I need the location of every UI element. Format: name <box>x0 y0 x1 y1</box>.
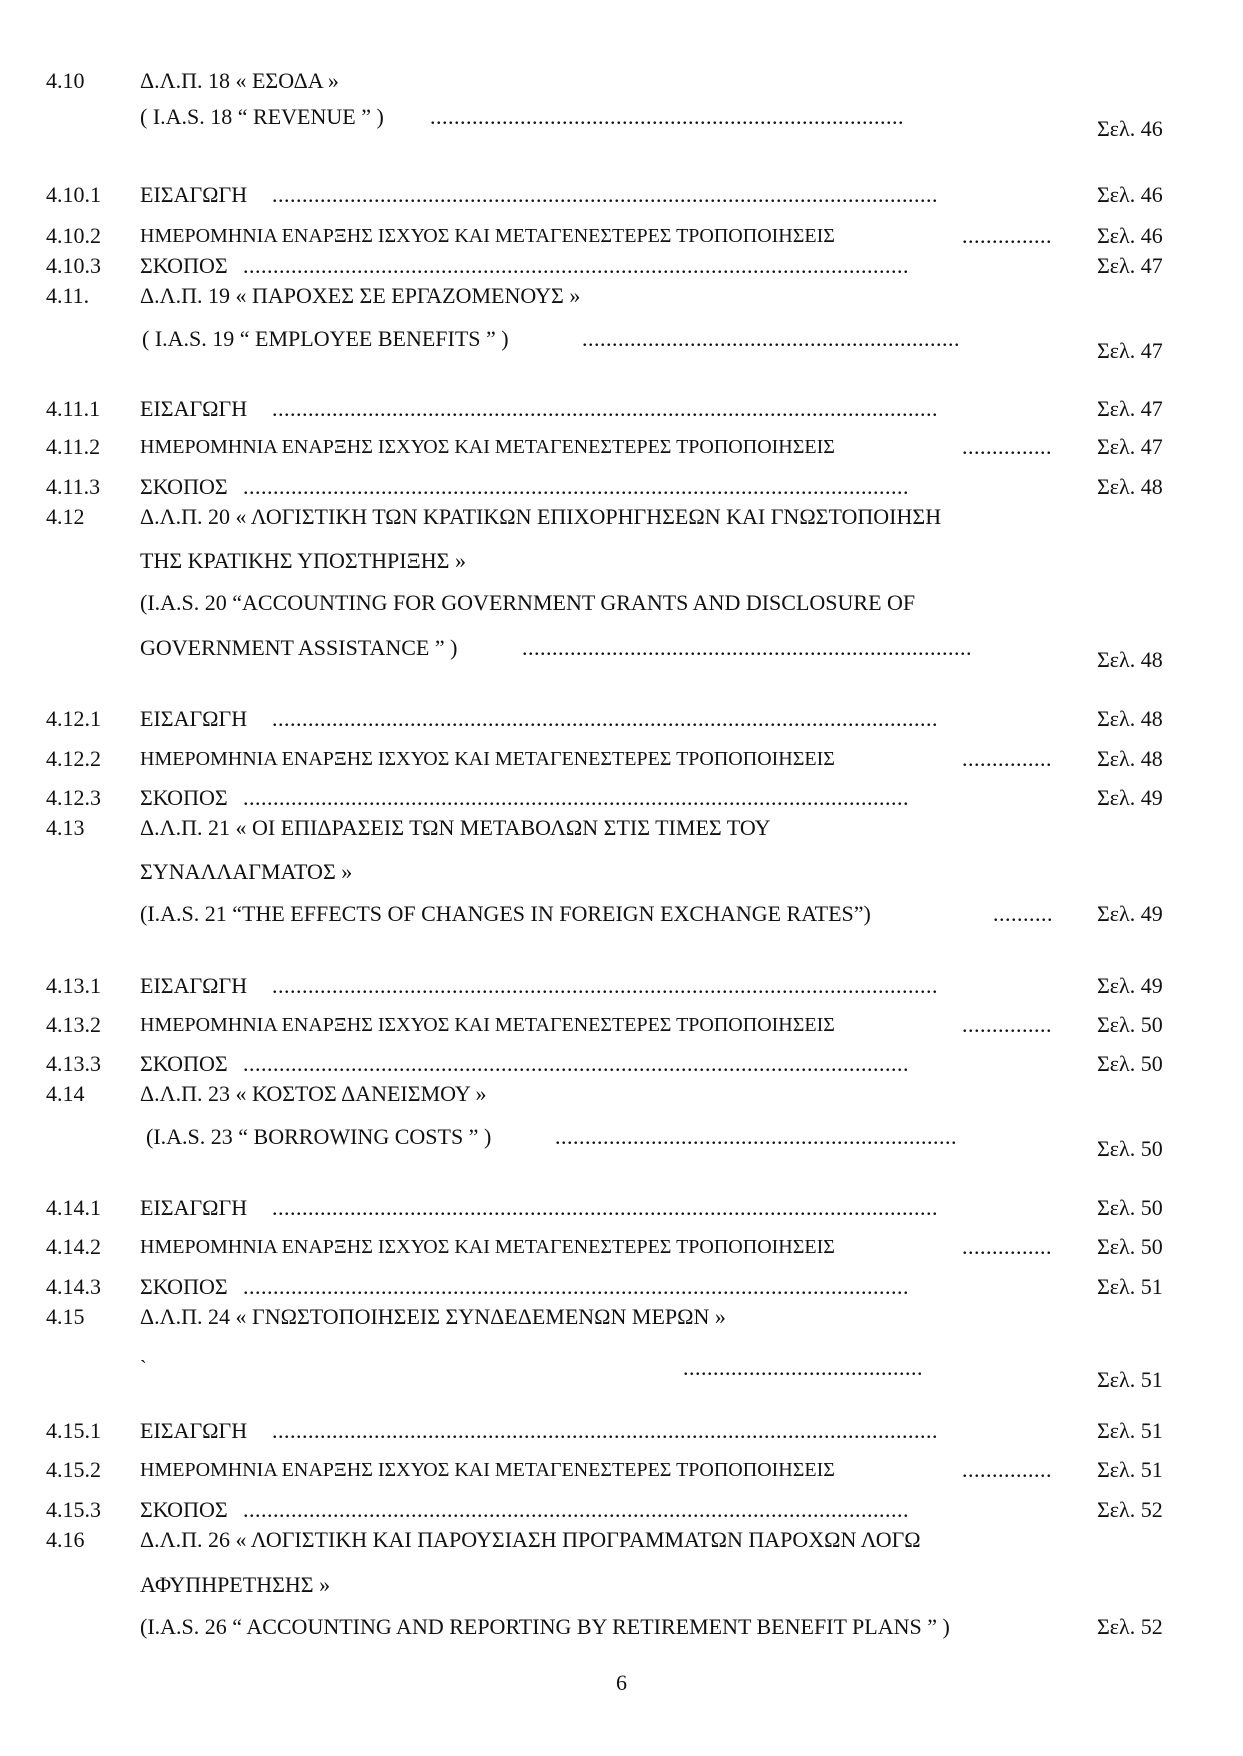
entry-number: 4.13.2 <box>46 1012 101 1037</box>
entry-number: 4.13.1 <box>46 973 101 998</box>
entry-number: 4.15.1 <box>46 1418 101 1443</box>
dot-leader: ............................................................................................................... <box>272 396 938 421</box>
dot-leader: ............................................................................................................... <box>272 1195 938 1220</box>
entry-title: ΕΙΣΑΓΩΓΗ <box>140 1418 248 1443</box>
entry-title: ΤΗΣ ΚΡΑΤΙΚΗΣ ΥΠΟΣΤΗΡΙΞΗΣ » <box>140 548 466 573</box>
entry-page: Σελ. 48 <box>1097 706 1163 731</box>
entry-title: (I.A.S. 26 “ ACCOUNTING AND REPORTING BY RETIREMENT BENEFIT PLANS ” ) <box>140 1614 950 1639</box>
entry-page: Σελ. 51 <box>1097 1418 1163 1443</box>
entry-title: ΑΦΥΠΗΡΕΤΗΣΗΣ » <box>140 1572 331 1597</box>
toc-entry-4-10 <box>0 66 1243 96</box>
dot-leader: ............... <box>962 1457 1052 1482</box>
entry-title: GOVERNMENT ASSISTANCE ” ) <box>140 635 458 660</box>
entry-title: ΗΜΕΡΟΜΗΝΙΑ ΕΝΑΡΞΗΣ ΙΣΧΥΟΣ ΚΑΙ ΜΕΤΑΓΕΝΕΣΤΕΡΕΣ ΤΡΟΠΟΠΟΙΗΣΕΙΣ <box>140 436 835 458</box>
entry-page: Σελ. 47 <box>1097 396 1163 421</box>
entry-number: 4.14 <box>46 1081 85 1106</box>
dot-leader: ............... <box>962 223 1052 248</box>
toc-entry-4-14-2 <box>0 1232 1243 1262</box>
dot-leader: ............................................................................................................... <box>243 474 909 499</box>
entry-page: Σελ. 46 <box>1097 116 1163 141</box>
entry-title: Δ.Λ.Π. 23 « ΚΟΣΤΟΣ ΔΑΝΕΙΣΜΟΥ » <box>140 1081 487 1106</box>
entry-page: Σελ. 46 <box>1097 223 1163 248</box>
dot-leader: ............................................................................................................... <box>243 1051 909 1076</box>
toc-entry-4-11-3 <box>0 472 1243 502</box>
entry-title: ΗΜΕΡΟΜΗΝΙΑ ΕΝΑΡΞΗΣ ΙΣΧΥΟΣ ΚΑΙ ΜΕΤΑΓΕΝΕΣΤΕΡΕΣ ΤΡΟΠΟΠΟΙΗΣΕΙΣ <box>140 225 835 247</box>
toc-entry-4-15-1 <box>0 1416 1243 1446</box>
entry-number: 4.10 <box>46 68 85 93</box>
entry-title: ΕΙΣΑΓΩΓΗ <box>140 706 248 731</box>
toc-entry-ias-20-cont <box>0 633 1243 672</box>
stray-mark: ` <box>140 1357 147 1379</box>
entry-number: 4.11.2 <box>46 434 101 459</box>
toc-entry-ias-21 <box>0 899 1243 929</box>
toc-entry-4-10-3 <box>0 251 1243 281</box>
dot-leader: ............................................................................... <box>430 104 904 129</box>
entry-page: Σελ. 46 <box>1097 182 1163 207</box>
dot-leader: ............... <box>962 746 1052 771</box>
entry-title: ΗΜΕΡΟΜΗΝΙΑ ΕΝΑΡΞΗΣ ΙΣΧΥΟΣ ΚΑΙ ΜΕΤΑΓΕΝΕΣΤΕΡΕΣ ΤΡΟΠΟΠΟΙΗΣΕΙΣ <box>140 1459 835 1481</box>
entry-page: Σελ. 47 <box>1097 338 1163 363</box>
entry-title: ΣΚΟΠΟΣ <box>140 1497 228 1522</box>
page-number: 6 <box>616 1670 627 1695</box>
entry-number: 4.12.2 <box>46 746 101 771</box>
dot-leader: ............................................................................................................... <box>243 1497 909 1522</box>
entry-title: ΣΚΟΠΟΣ <box>140 474 228 499</box>
dot-leader: ........................................................................... <box>522 635 972 660</box>
entry-page: Σελ. 49 <box>1097 901 1163 926</box>
entry-number: 4.15.2 <box>46 1457 101 1482</box>
entry-title: ΗΜΕΡΟΜΗΝΙΑ ΕΝΑΡΞΗΣ ΙΣΧΥΟΣ ΚΑΙ ΜΕΤΑΓΕΝΕΣΤΕΡΕΣ ΤΡΟΠΟΠΟΙΗΣΕΙΣ <box>140 1014 835 1036</box>
toc-entry-ias-18 <box>0 102 1243 141</box>
entry-number: 4.12.3 <box>46 785 101 810</box>
toc-entry-4-11-1 <box>0 394 1243 424</box>
toc-entry-4-13-2 <box>0 1010 1243 1040</box>
entry-number: 4.15.3 <box>46 1497 101 1522</box>
toc-entry-ias-19 <box>0 324 1243 363</box>
entry-title: ΣΥΝΑΛΛΑΓΜΑΤΟΣ » <box>140 859 353 884</box>
entry-number: 4.10.1 <box>46 182 101 207</box>
entry-page: Σελ. 49 <box>1097 785 1163 810</box>
entry-number: 4.10.2 <box>46 223 101 248</box>
entry-title: Δ.Λ.Π. 20 « ΛΟΓΙΣΤΙΚΗ ΤΩΝ ΚΡΑΤΙΚΩΝ ΕΠΙΧΟΡΗΓΗΣΕΩΝ ΚΑΙ ΓΝΩΣΤΟΠΟΙΗΣΗ <box>140 504 942 529</box>
entry-title: ΕΙΣΑΓΩΓΗ <box>140 973 248 998</box>
entry-page: Σελ. 48 <box>1097 647 1163 672</box>
entry-title: (I.A.S. 20 “ACCOUNTING FOR GOVERNMENT GRANTS AND DISCLOSURE OF <box>140 590 916 615</box>
entry-page: Σελ. 51 <box>1097 1367 1163 1392</box>
entry-page: Σελ. 50 <box>1097 1051 1163 1076</box>
toc-entry-4-12-3 <box>0 783 1243 813</box>
entry-title: ( I.A.S. 19 “ EMPLOYEE BENEFITS ” ) <box>142 326 509 351</box>
entry-page: Σελ. 48 <box>1097 746 1163 771</box>
toc-entry-4-14-3 <box>0 1272 1243 1302</box>
entry-page: Σελ. 51 <box>1097 1457 1163 1482</box>
entry-number: 4.11.1 <box>46 396 101 421</box>
toc-entry-4-11-2 <box>0 432 1243 462</box>
entry-number: 4.10.3 <box>46 253 101 278</box>
entry-page: Σελ. 52 <box>1097 1497 1163 1522</box>
toc-entry-4-16-cont <box>0 1570 1243 1600</box>
entry-title: ΣΚΟΠΟΣ <box>140 1051 228 1076</box>
entry-title: ΕΙΣΑΓΩΓΗ <box>140 1195 248 1220</box>
dot-leader: ............................................................................................................... <box>272 973 938 998</box>
entry-title: (I.A.S. 23 “ BORROWING COSTS ” ) <box>146 1124 492 1149</box>
toc-entry-ias-23 <box>0 1122 1243 1161</box>
dot-leader: ............................................................................................................... <box>272 182 938 207</box>
entry-number: 4.14.1 <box>46 1195 101 1220</box>
toc-entry-4-12-2 <box>0 744 1243 774</box>
entry-page: Σελ. 48 <box>1097 474 1163 499</box>
entry-page: Σελ. 49 <box>1097 973 1163 998</box>
entry-number: 4.12.1 <box>46 706 101 731</box>
entry-number: 4.12 <box>46 504 85 529</box>
entry-page: Σελ. 47 <box>1097 434 1163 459</box>
dot-leader: ........................................ <box>683 1355 923 1380</box>
toc-entry-4-13-3 <box>0 1049 1243 1079</box>
toc-entry-4-10-1 <box>0 180 1243 210</box>
entry-title: ΗΜΕΡΟΜΗΝΙΑ ΕΝΑΡΞΗΣ ΙΣΧΥΟΣ ΚΑΙ ΜΕΤΑΓΕΝΕΣΤΕΡΕΣ ΤΡΟΠΟΠΟΙΗΣΕΙΣ <box>140 748 835 770</box>
toc-entry-4-14 <box>0 1079 1243 1109</box>
entry-number: 4.13 <box>46 815 85 840</box>
toc-entry-4-13-cont <box>0 857 1243 887</box>
toc-entry-4-10-2 <box>0 221 1243 251</box>
entry-title: ΕΙΣΑΓΩΓΗ <box>140 182 248 207</box>
toc-entry-4-12-cont <box>0 546 1243 576</box>
toc-entry-ias-24 <box>0 1353 1243 1392</box>
toc-entry-ias-20 <box>0 588 1243 618</box>
entry-title: Δ.Λ.Π. 24 « ΓΝΩΣΤΟΠΟΙΗΣΕΙΣ ΣΥΝΔΕΔΕΜΕΝΩΝ ΜΕΡΩΝ » <box>140 1304 726 1329</box>
dot-leader: ............... <box>962 1012 1052 1037</box>
toc-entry-4-15-2 <box>0 1455 1243 1485</box>
dot-leader: ............................................................................................................... <box>272 706 938 731</box>
entry-number: 4.14.2 <box>46 1234 101 1259</box>
toc-entry-4-16 <box>0 1525 1243 1555</box>
entry-page: Σελ. 47 <box>1097 253 1163 278</box>
dot-leader: ................................................................... <box>555 1124 957 1149</box>
toc-entry-4-15-3 <box>0 1495 1243 1525</box>
dot-leader: ............................................................... <box>582 326 960 351</box>
toc-entry-4-15 <box>0 1302 1243 1332</box>
dot-leader: ............................................................................................................... <box>243 253 909 278</box>
entry-number: 4.14.3 <box>46 1274 101 1299</box>
toc-entry-4-14-1 <box>0 1193 1243 1223</box>
entry-page: Σελ. 50 <box>1097 1136 1163 1161</box>
toc-entry-ias-26 <box>0 1612 1243 1642</box>
entry-page: Σελ. 50 <box>1097 1234 1163 1259</box>
entry-title: Δ.Λ.Π. 19 « ΠΑΡΟΧΕΣ ΣΕ ΕΡΓΑΖΟΜΕΝΟΥΣ » <box>140 283 581 308</box>
entry-title: ΣΚΟΠΟΣ <box>140 1274 228 1299</box>
dot-leader: ............... <box>962 434 1052 459</box>
dot-leader: .......... <box>993 901 1053 926</box>
entry-title: ΣΚΟΠΟΣ <box>140 785 228 810</box>
entry-title: Δ.Λ.Π. 26 « ΛΟΓΙΣΤΙΚΗ ΚΑΙ ΠΑΡΟΥΣΙΑΣΗ ΠΡΟΓΡΑΜΜΑΤΩΝ ΠΑΡΟΧΩΝ ΛΟΓΩ <box>140 1527 921 1552</box>
entry-page: Σελ. 52 <box>1097 1614 1163 1639</box>
entry-title: ΣΚΟΠΟΣ <box>140 253 228 278</box>
entry-number: 4.11. <box>46 283 90 308</box>
toc-entry-4-12 <box>0 502 1243 532</box>
entry-number: 4.16 <box>46 1527 85 1552</box>
entry-page: Σελ. 51 <box>1097 1274 1163 1299</box>
toc-entry-4-13-1 <box>0 971 1243 1001</box>
entry-title: Δ.Λ.Π. 21 « ΟΙ ΕΠΙΔΡΑΣΕΙΣ ΤΩΝ ΜΕΤΑΒΟΛΩΝ ΣΤΙΣ ΤΙΜΕΣ ΤΟΥ <box>140 815 771 840</box>
entry-title: (I.A.S. 21 “THE EFFECTS OF CHANGES IN FOREIGN EXCHANGE RATES”) <box>140 901 871 926</box>
entry-title: ( I.A.S. 18 “ REVENUE ” ) <box>140 104 384 129</box>
dot-leader: ............................................................................................................... <box>272 1418 938 1443</box>
entry-number: 4.11.3 <box>46 474 101 499</box>
dot-leader: ............... <box>962 1234 1052 1259</box>
dot-leader: ............................................................................................................... <box>243 1274 909 1299</box>
toc-entry-4-12-1 <box>0 704 1243 734</box>
dot-leader: ............................................................................................................... <box>243 785 909 810</box>
entry-title: ΕΙΣΑΓΩΓΗ <box>140 396 248 421</box>
toc-entry-4-11 <box>0 281 1243 311</box>
toc-entry-4-13 <box>0 813 1243 843</box>
entry-page: Σελ. 50 <box>1097 1195 1163 1220</box>
entry-number: 4.13.3 <box>46 1051 101 1076</box>
entry-number: 4.15 <box>46 1304 85 1329</box>
entry-page: Σελ. 50 <box>1097 1012 1163 1037</box>
entry-title: Δ.Λ.Π. 18 « ΕΣΟΔΑ » <box>140 68 339 93</box>
entry-title: ΗΜΕΡΟΜΗΝΙΑ ΕΝΑΡΞΗΣ ΙΣΧΥΟΣ ΚΑΙ ΜΕΤΑΓΕΝΕΣΤΕΡΕΣ ΤΡΟΠΟΠΟΙΗΣΕΙΣ <box>140 1236 835 1258</box>
